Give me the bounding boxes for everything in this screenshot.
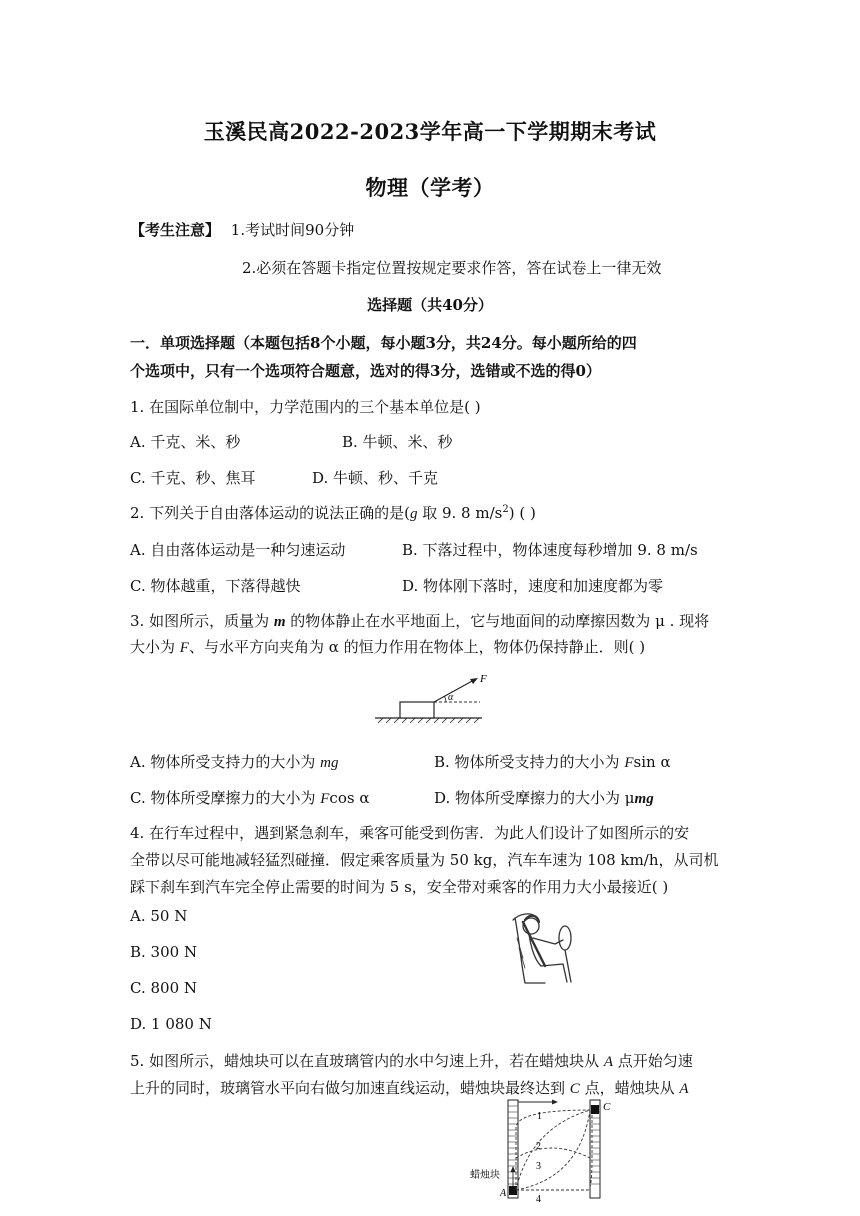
q3-d-var: mg xyxy=(634,791,654,807)
q2-option-a: A. 自由落体运动是一种匀速运动 xyxy=(130,541,346,559)
q4-seat-shading xyxy=(517,938,525,968)
q4-stem-line1: 4. 在行车过程中，遇到紧急刹车，乘客可能受到伤害．为此人们设计了如图所示的安 xyxy=(130,824,690,842)
q2-stem-post: ) ( ) xyxy=(508,504,536,522)
q2-sup: 2 xyxy=(502,504,509,515)
q3-block xyxy=(400,702,434,718)
q5-l1-a: 5. 如图所示，蜡烛块可以在直玻璃管内的水中匀速上升，若在蜡烛块从 xyxy=(130,1052,604,1070)
q3-F: F xyxy=(179,640,189,656)
q5-l2-b: 点，蜡烛块从 xyxy=(579,1079,680,1097)
q5-fig-A: A xyxy=(500,1188,507,1199)
q3-b-post: sin α xyxy=(633,753,671,771)
q4-seatbelt xyxy=(523,922,545,966)
q1-option-c: C. 千克、秒、焦耳 xyxy=(130,469,256,487)
q5-figure xyxy=(470,1098,620,1208)
q5-fig-1: 1 xyxy=(537,1111,542,1122)
q1-option-b: B. 牛顿、米、秒 xyxy=(342,433,453,451)
q4-seatbelt-figure xyxy=(505,908,590,990)
q5-l1-b: 点开始匀速 xyxy=(613,1052,693,1070)
q4-stem-line3: 踩下刹车到汽车完全停止需要的时间为 5 s，安全带对乘客的作用力大小最接近( ) xyxy=(130,878,669,896)
q4-option-a: A. 50 N xyxy=(130,907,188,925)
q5-path-3 xyxy=(516,1110,590,1190)
q5-path-extra xyxy=(516,1148,590,1158)
part1-instructions-line2: 个选项中，只有一个选项符合题意，选对的得3分，选错或不选的得0） xyxy=(130,362,601,380)
q5-path-4 xyxy=(516,1114,592,1190)
q3-c-var: F xyxy=(320,791,330,807)
notice-item-1: 1.考试时间90分钟 xyxy=(230,221,355,239)
q2-option-c: C. 物体越重，下落得越快 xyxy=(130,577,301,595)
q5-left-tube xyxy=(508,1100,518,1198)
q3-b-pre: B. 物体所受支持力的大小为 xyxy=(434,753,625,771)
q4-option-d: D. 1 080 N xyxy=(130,1015,212,1033)
q5-fig-4: 4 xyxy=(536,1194,541,1205)
q5-l2-a: 上升的同时，玻璃管水平向右做匀加速直线运动，蜡烛块最终达到 xyxy=(130,1079,570,1097)
q3-d-pre: D. 物体所受摩擦力的大小为 μ xyxy=(434,789,635,807)
q3-stem-line2 xyxy=(130,636,645,657)
q3-fig-F: F xyxy=(480,673,487,685)
q3-l2-a: 大小为 xyxy=(130,638,180,656)
q4-option-c: C. 800 N xyxy=(130,979,198,997)
q4-option-b: B. 300 N xyxy=(130,943,198,961)
q5-right-tube xyxy=(590,1100,600,1198)
q3-a-pre: A. 物体所受支持力的大小为 xyxy=(130,753,321,771)
q5-path-2 xyxy=(516,1110,590,1190)
exam-title: 玉溪民高2022-2023学年高一下学期期末考试 xyxy=(203,119,657,144)
q2-g: g xyxy=(409,506,418,522)
q5-A2: A xyxy=(679,1081,689,1097)
q1-stem: 1. 在国际单位制中，力学范围内的三个基本单位是( ) xyxy=(130,398,481,416)
q4-steering-wheel xyxy=(559,926,571,950)
q5-fig-3: 3 xyxy=(536,1161,541,1172)
q3-c-post: cos α xyxy=(329,789,370,807)
q3-stem-line1 xyxy=(130,610,709,631)
q3-l1-a: 3. 如图所示，质量为 xyxy=(130,612,274,630)
notice-label: 【考生注意】 xyxy=(130,221,221,239)
q3-option-a xyxy=(130,751,338,772)
part1-instructions-line1: 一．单项选择题（本题包括8个小题，每小题3分，共24分。每小题所给的四 xyxy=(130,334,637,352)
q3-a-var: mg xyxy=(320,755,339,771)
notice-item-2: 2.必须在答题卡指定位置按规定要求作答，答在试卷上一律无效 xyxy=(242,259,662,277)
q3-arrow-head xyxy=(470,678,478,684)
q5-fig-C: C xyxy=(603,1101,611,1113)
q5-A: A xyxy=(603,1054,614,1070)
q3-option-c xyxy=(130,787,369,808)
q2-option-d: D. 物体刚下落时，速度和加速度都为零 xyxy=(402,577,664,595)
q2-option-b: B. 下落过程中，物体速度每秒增加 9. 8 m/s xyxy=(402,541,698,559)
q3-c-pre: C. 物体所受摩擦力的大小为 xyxy=(130,789,321,807)
exam-subtitle: 物理（学考） xyxy=(365,175,495,200)
q1-option-d: D. 牛顿、秒、千克 xyxy=(312,469,439,487)
q5-candle-block-end xyxy=(591,1105,599,1114)
q5-fig-label-block: 蜡烛块 xyxy=(470,1170,500,1181)
q5-paths xyxy=(516,1110,592,1190)
q3-force-arrow xyxy=(434,680,474,702)
q5-fig-2: 2 xyxy=(536,1141,541,1152)
q3-l1-b: 的物体静止在水平地面上，它与地面间的动摩擦因数为 μ . 现将 xyxy=(285,612,710,630)
q5-stem-line1 xyxy=(130,1050,693,1071)
q2-stem-mid: 取 9. 8 m/s xyxy=(417,504,503,522)
q3-angle-arc xyxy=(445,697,447,703)
q3-figure xyxy=(370,668,490,728)
q3-fig-alpha: α xyxy=(448,692,454,703)
q5-C: C xyxy=(569,1081,580,1097)
q3-ground-hatch xyxy=(378,718,479,723)
section-title: 选择题（共40分） xyxy=(367,296,493,314)
q5-stem-line2 xyxy=(130,1077,689,1098)
q3-b-var: F xyxy=(624,755,634,771)
q2-stem-pre: 2. 下列关于自由落体运动的说法正确的是( xyxy=(130,504,410,522)
q1-option-a: A. 千克、米、秒 xyxy=(130,433,241,451)
notice-block xyxy=(130,219,354,240)
q3-option-b xyxy=(434,751,671,772)
q2-stem xyxy=(130,502,536,523)
q5-path-1 xyxy=(516,1110,590,1190)
q3-option-d xyxy=(434,787,654,808)
q3-m: m xyxy=(273,614,286,630)
q3-l2-b: 、与水平方向夹角为 α 的恒力作用在物体上，物体仍保持静止．则( ) xyxy=(188,638,646,656)
q4-stem-line2: 全带以尽可能地减轻猛烈碰撞．假定乘客质量为 50 kg，汽车车速为 108 km/h，从司机 xyxy=(130,851,719,869)
